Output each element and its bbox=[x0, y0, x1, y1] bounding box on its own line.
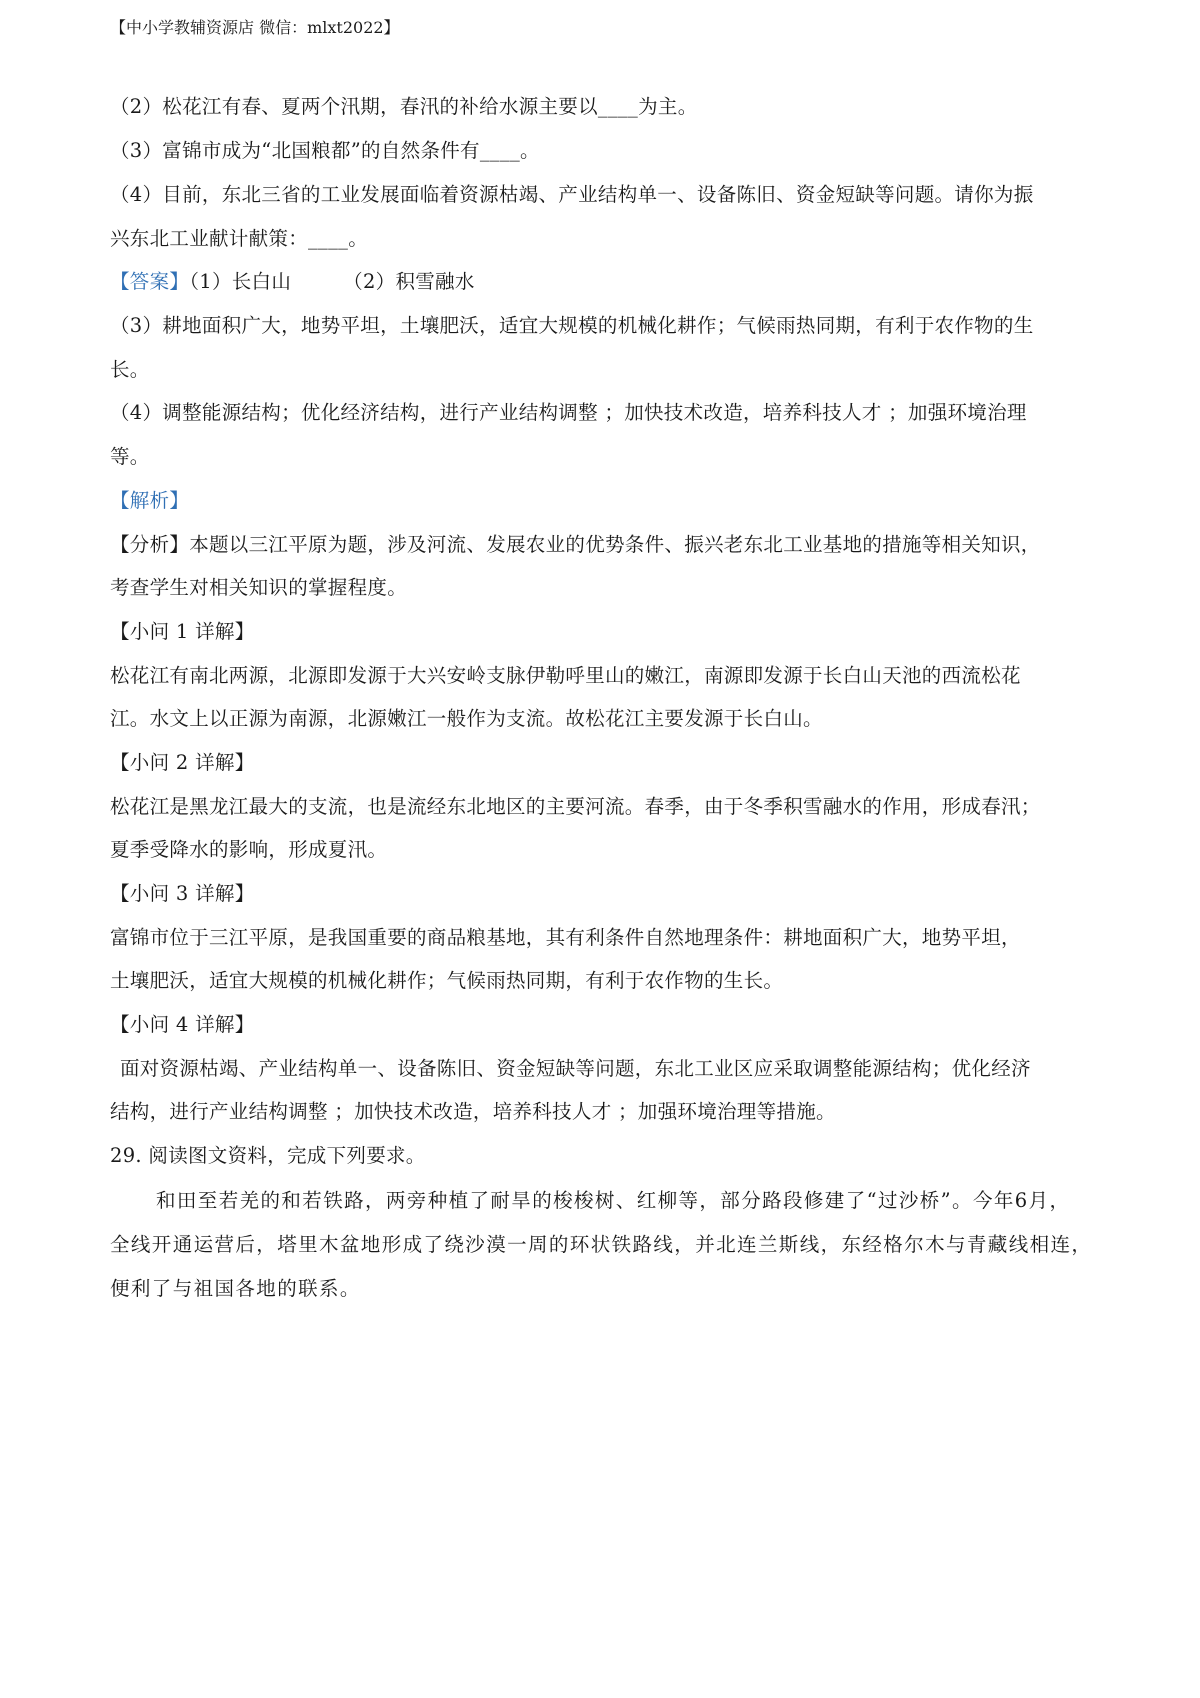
subquestion-3-title: 【小问 3 详解】 bbox=[110, 882, 255, 905]
answer-4-line-2: 等。 bbox=[110, 445, 150, 468]
analysis-label: 【解析】 bbox=[110, 489, 190, 512]
question-4-line-2: 兴东北工业献计献策：____。 bbox=[110, 227, 368, 250]
subquestion-3-line-1: 富锦市位于三江平原，是我国重要的商品粮基地，其有利条件自然地理条件：耕地面积广大，地势平坦， bbox=[110, 926, 1021, 949]
question-29-title: 29. 阅读图文资料，完成下列要求。 bbox=[110, 1144, 426, 1167]
material-line-1: 和田至若羌的和若铁路，两旁种植了耐旱的梭梭树、红柳等，部分路段修建了“过沙桥”。今年6月， bbox=[156, 1189, 1071, 1212]
analysis-intro-line-2: 考查学生对相关知识的掌握程度。 bbox=[110, 576, 408, 599]
analysis-intro-line-1: 【分析】本题以三江平原为题，涉及河流、发展农业的优势条件、振兴老东北工业基地的措施等相关知识， bbox=[110, 533, 1041, 556]
question-4-line-1: （4）目前，东北三省的工业发展面临着资源枯竭、产业结构单一、设备陈旧、资金短缺等问题。请你为振 bbox=[110, 183, 1034, 206]
subquestion-2-line-1: 松花江是黑龙江最大的支流，也是流经东北地区的主要河流。春季，由于冬季积雪融水的作用，形成春汛； bbox=[110, 795, 1041, 818]
subquestion-2-title: 【小问 2 详解】 bbox=[110, 751, 255, 774]
subquestion-2-line-2: 夏季受降水的影响，形成夏汛。 bbox=[110, 838, 388, 861]
subquestion-3-line-2: 土壤肥沃，适宜大规模的机械化耕作；气候雨热同期，有利于农作物的生长。 bbox=[110, 969, 784, 992]
subquestion-1-title: 【小问 1 详解】 bbox=[110, 620, 255, 643]
subquestion-4-title: 【小问 4 详解】 bbox=[110, 1013, 255, 1036]
page-header: 【中小学教辅资源店 微信：mlxt2022】 bbox=[110, 18, 400, 37]
question-2: （2）松花江有春、夏两个汛期，春汛的补给水源主要以____为主。 bbox=[110, 95, 698, 118]
subquestion-4-line-2: 结构，进行产业结构调整 ；加快技术改造，培养科技人才 ；加强环境治理等措施。 bbox=[110, 1100, 836, 1123]
question-3: （3）富锦市成为“北国粮都”的自然条件有____。 bbox=[110, 139, 540, 162]
answer-3-line-1: （3）耕地面积广大，地势平坦，土壤肥沃，适宜大规模的机械化耕作；气候雨热同期，有利于农作物的生 bbox=[110, 314, 1034, 337]
material-line-3: 便利了与祖国各地的联系。 bbox=[110, 1277, 361, 1300]
answer-label: 【答案】 bbox=[110, 270, 190, 293]
material-line-2: 全线开通运营后，塔里木盆地形成了绕沙漠一周的环状铁路线，并北连兰斯线，东经格尔木与青藏线相连， bbox=[110, 1233, 1093, 1256]
answer-1-2: （1）长白山 （2）积雪融水 bbox=[189, 270, 475, 293]
subquestion-4-line-1: 面对资源枯竭、产业结构单一、设备陈旧、资金短缺等问题，东北工业区应采取调整能源结构；优化经济 bbox=[120, 1057, 1031, 1080]
answer-3-line-2: 长。 bbox=[110, 358, 150, 381]
answer-4-line-1: （4）调整能源结构；优化经济结构，进行产业结构调整 ；加快技术改造，培养科技人才 ；加强环境治理 bbox=[110, 401, 1027, 424]
subquestion-1-line-1: 松花江有南北两源，北源即发源于大兴安岭支脉伊勒呼里山的嫩江，南源即发源于长白山天池的西流松花 bbox=[110, 664, 1021, 687]
answer-line-1 bbox=[110, 267, 1100, 297]
subquestion-1-line-2: 江。水文上以正源为南源，北源嫩江一般作为支流。故松花江主要发源于长白山。 bbox=[110, 707, 823, 730]
